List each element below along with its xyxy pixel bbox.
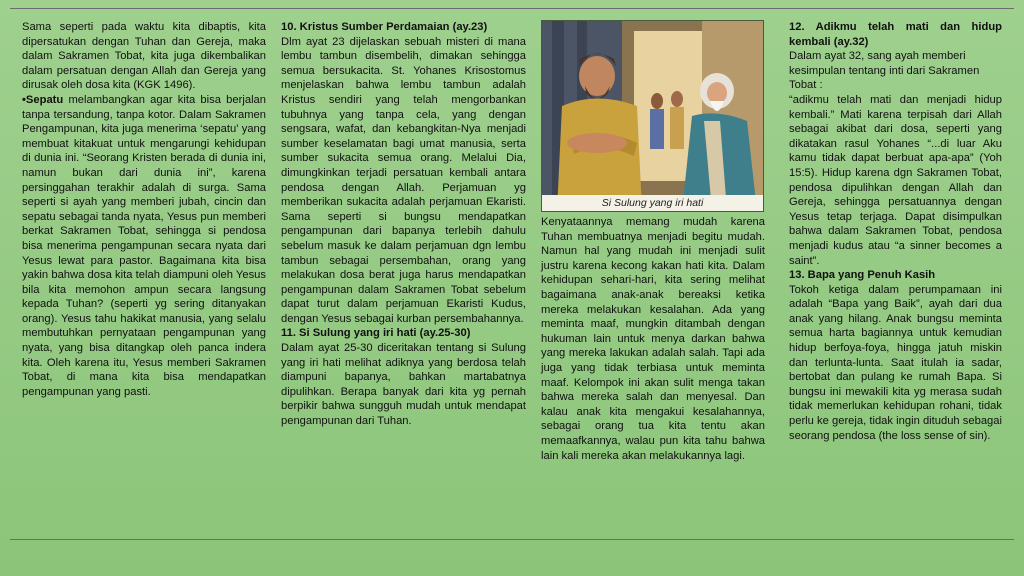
column-4 (789, 20, 1002, 443)
column-1 (22, 20, 266, 399)
paragraph-12: “adikmu telah mati dan menjadi hidup kembali.” Mati karena terpisah dari Allah sebagai akibat dari dosa, seperti yang dikatakan rasul Yohanes “...di luar Aku kamu tidak dapat berbuat apa-apa” (Yoh 15:5). Hidup karena dgn Sakramen Tobat, pendosa dipulihkan dengan Allah dan Gereja, sehingga persatuannya dengan Yesus tetap terjaga. Dapat disimpulkan bahwa dalam Sakramen Tobat, pendosa menjadi kudus atau “a sinner becomes a saint”. (789, 93, 1002, 267)
bullet: • (22, 93, 26, 106)
paragraph-sepatu-text: melambangkan agar kita bisa berjalan tanpa tersandung, tanpa kotor. Dalam Sakramen Pengampunan, kita juga menerima ‘sepatu’ yang membuat kitakuat untuk mengarungi kehidupan di dunia ini. “Seorang Kristen berada di dunia ini, namun bukan dari dunia ini”, karena persinggahan terakhir adalah di surga. Sama seperti si ayah yang memberi jubah, cincin dan sepatu sebagai tanda nyata, Yesus pun memberi berkat Sakramen Tobat, sehingga si pendosa bisa menerima pengampunan secara nyata dari Yesus lewat para pastor. Bagaimana kita bisa yakin bahwa dosa kita telah diampuni oleh Yesus bila kita memohon ampun secara langsung kepada Tuhan? (seperti yg sering ditanyakan orang). Yesus tahu hakikat manusia, yang selalu membutuhkan pernyataan pengampunan yang nyata, yang bisa ditangkap oleh panca indera kita. Oleh karena itu, Yesus memberi Sakramen Tobat, di mana kita bisa mendapatkan pengampunan yang pasti. (22, 93, 266, 398)
heading-11: 11. Si Sulung yang iri hati (ay.25-30) (281, 327, 471, 340)
painting-illustration (542, 21, 763, 211)
paragraph-col3: Kenyataannya memang mudah karena Tuhan membuatnya menjadi begitu mudah. Namun hal yang mudah ini menjadi sulit justru karena kecong kakan hati kita. Dalam kehidupan sehari-hari, kita sering melihat bagaimana anak-anak bereaksi ketika mereka melakukan kesalahan. Ada yang meminta maaf, mungkin ditambah dengan hukuman lain untuk menya darkan bahwa yang mereka lakukan adalah salah. Tapi ada juga yang tidak terbiasa untuk meminta maaf. Kelompok ini akan sulit menga takan bahwa mereka salah dan menyesal. Dan kalau anak kita mengakui kesalahannya, sebagai orang tua kita tentu akan memaafkannya, walau pun kita tahu bahwa lain kali mereka akan melakukannya lagi. (541, 216, 765, 462)
paragraph-11: Dalam ayat 25-30 diceritakan tentang si Sulung yang iri hati melihat adiknya yang berdosa telah diampuni bapanya, bahkan martabatnya dipulihkan. Berapa banyak dari kita yg pernah berpikir bahwa sungguh mudah untuk mendapat pengampunan dari Tuhan. (281, 342, 526, 428)
heading-13: 13. Bapa yang Penuh Kasih (789, 269, 936, 282)
column-3 (541, 20, 765, 463)
term-sepatu: Sepatu (25, 93, 64, 106)
heading-10: 10. Kristus Sumber Perdamaian (ay.23) (281, 21, 488, 33)
heading-12: 12. Adikmu telah mati dan hidup kembali (ay.32) (789, 21, 1002, 48)
illustration-caption: Si Sulung yang iri hati (542, 195, 763, 211)
column-2 (281, 20, 526, 429)
paragraph-10: Dlm ayat 23 dijelaskan sebuah misteri di mana lembu tambun disembelih, dimakan sehingga semua bersukacita. St. Yohanes Krisostomus menjelaskan bahwa lembu tambun adalah Kristus sendiri yang telah mengorbankan tubuhnya yang tanpa cela, yang dengan sengsara, wafat, dan kebangkitan-Nya menjadi sumber keselamatan bagi umat manusia, serta sumber sukacita semua orang. Melalui Dia, dimungkinkan terjadi persatuan kembali antara pendosa dengan Allah. Perjamuan yg memberikan sukacita adalah perjamuan Ekaristi. Sama seperti si bungsu mendapatkan pengampunan dari bapanya terlebih dahulu sebelum masuk ke dalam perjamuan dgn lembu tambun sebagai persembahan, orang yang melakukan dosa berat juga harus mendapatkan pengampunan dalam Sakramen Tobat sebelum dapat turut dalam perjamuan Ekaristi Kudus, dengan Yesus sebagai kurban persembahannya. (281, 35, 526, 325)
paragraph-13: Tokoh ketiga dalam perumpamaan ini adalah “Bapa yang Baik”, ayah dari dua anak yang hilang. Anak bungsu meminta semua harta bagiannya untuk kemudian hidup berfoya-foya, hingga jatuh miskin dan terlunta-lunta. Saat itulah ia sadar, bertobat dan pulang ke rumah Bapa. Si bungsu ini mewakili kita yg merasa sudah tidak memerlukan kehidupan rohani, tidak perlu ke gereja, tidak ingin dituduh sebagai seorang pendosa (the loss sense of sin). (789, 283, 1002, 442)
paragraph-12-intro: Dalam ayat 32, sang ayah memberi kesimpulan tentang inti dari Sakramen Tobat : (789, 50, 980, 92)
paragraph-baptism: Sama seperti pada waktu kita dibaptis, kita dipersatukan dengan Tuhan dan Gereja, maka dalam Sakramen Tobat, kita juga dikembalikan dalam persatuan dengan Allah dan Gereja yang dirusak oleh dosa kita (KGK 1496). (22, 21, 266, 92)
paragraph-sepatu (22, 93, 266, 399)
illustration-elder-son (541, 20, 764, 212)
